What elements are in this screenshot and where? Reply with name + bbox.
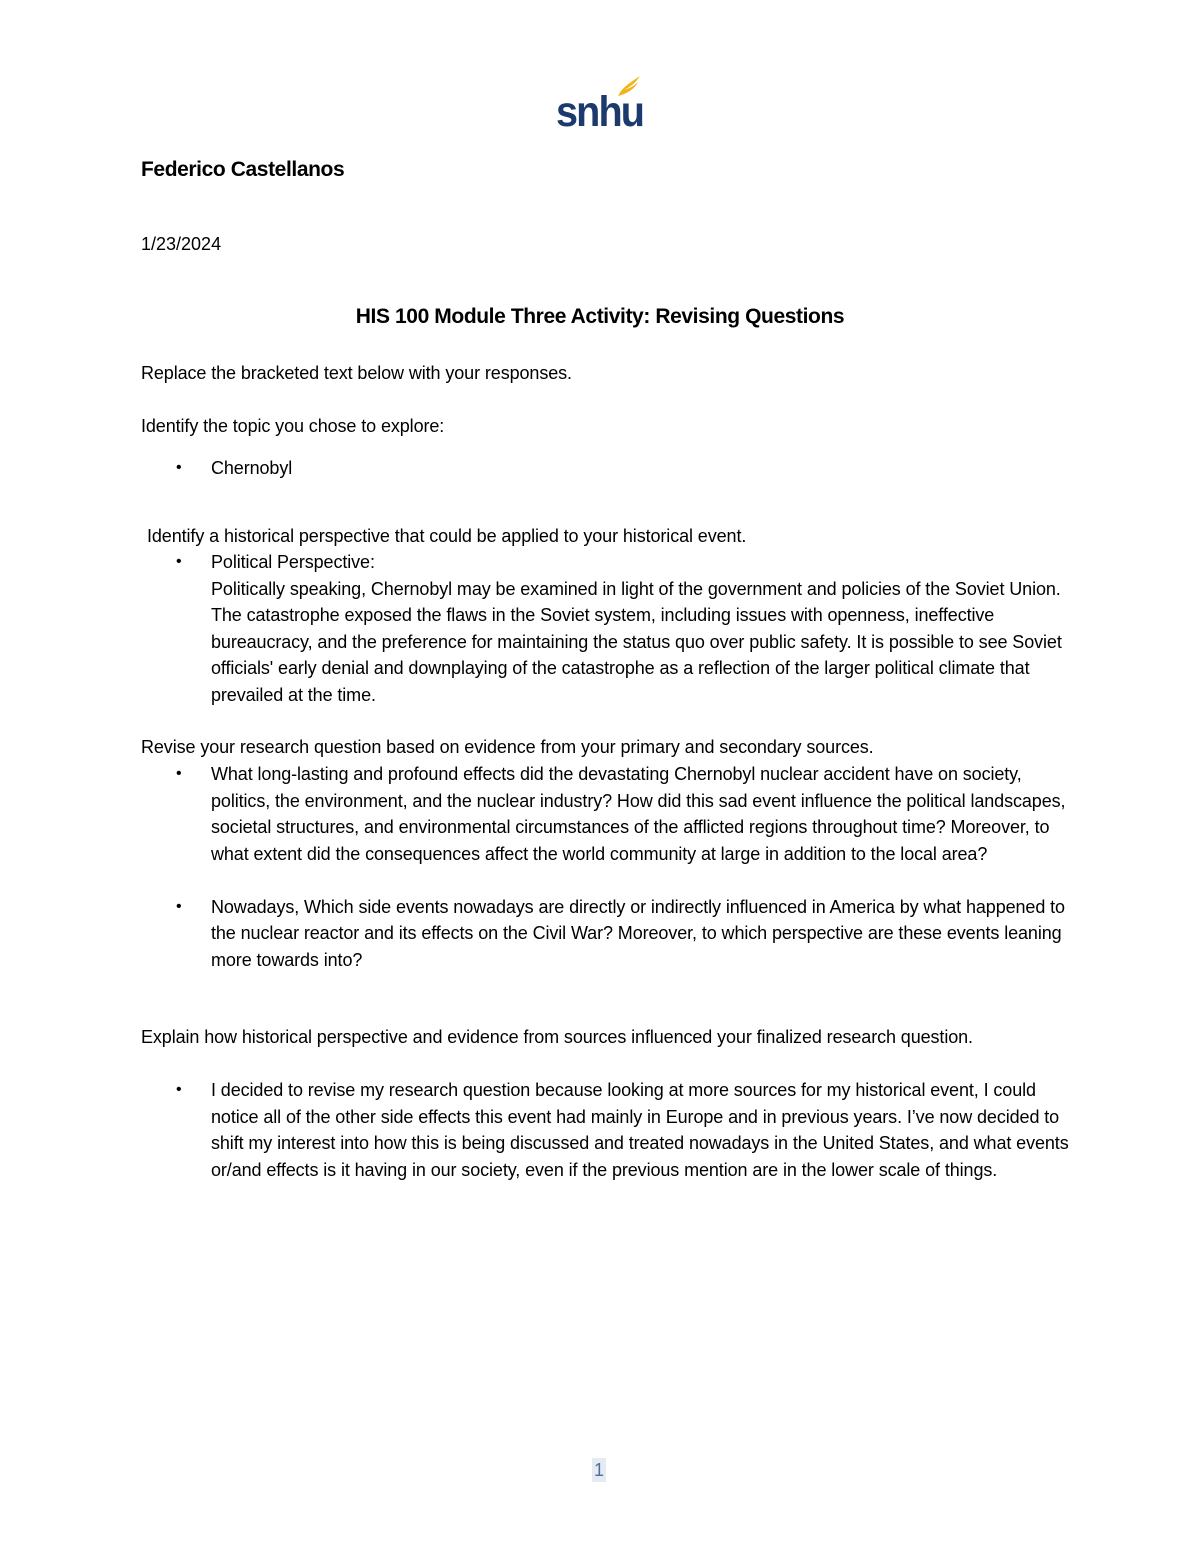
flame-icon (614, 74, 642, 98)
page-number: 1 (593, 1460, 604, 1480)
document-date: 1/23/2024 (141, 234, 222, 254)
revise-list (141, 761, 1071, 973)
bullet-icon: • (176, 765, 182, 782)
list-spacer (141, 867, 1071, 894)
revise-item-text: Nowadays, Which side events nowadays are directly or indirectly influenced in America by what happened to the nuclear reactor and its effects on the Civil War? Moreover, to which perspective are these events leaning more towards into? (211, 896, 1065, 970)
perspective-list (141, 549, 1071, 708)
list-item (141, 1077, 1071, 1183)
list-item (141, 549, 1071, 708)
list-item (141, 761, 1071, 867)
topic-list (141, 455, 1071, 482)
bullet-icon: • (176, 1081, 182, 1098)
bullet-icon: • (176, 553, 182, 570)
snhu-logo (556, 74, 644, 136)
bullet-icon: • (176, 459, 182, 476)
perspective-heading: Political Perspective: (211, 552, 375, 572)
list-item (141, 455, 1071, 482)
bullet-icon: • (176, 897, 182, 915)
document-title: HIS 100 Module Three Activity: Revising Questions (355, 305, 845, 328)
topic-prompt: Identify the topic you chose to explore: (141, 416, 445, 436)
topic-answer: Chernobyl (211, 458, 293, 478)
revise-prompt: Revise your research question based on evidence from your primary and secondary sources. (141, 737, 874, 757)
list-item (141, 894, 1071, 974)
explain-list (141, 1077, 1071, 1183)
logo-wordmark: snhu (556, 88, 644, 136)
explain-answer: I decided to revise my research question because looking at more sources for my historical event, I could notice all of the other side effects this event had mainly in Europe and in previous years. I’ve now decided to shift my interest into how this is being discussed and treated nowadays in the United States, and what events or/and effects is it having in our society, even if the previous mention are in the lower scale of things. (211, 1080, 1069, 1180)
revise-item-text: What long-lasting and profound effects did the devastating Chernobyl nuclear accident have on society, politics, the environment, and the nuclear industry? How did this sad event influence the political landscapes, societal structures, and environmental circumstances of the afflicted regions throughout time? Moreover, to what extent did the consequences affect the world community at large in addition to the local area? (211, 764, 1066, 864)
author-name: Federico Castellanos (141, 158, 345, 181)
perspective-body: Politically speaking, Chernobyl may be examined in light of the government and policies of the Soviet Union. The catastrophe exposed the flaws in the Soviet system, including issues with openness, ineffective bureaucracy, and the preference for maintaining the status quo over public safety. It is possible to see Soviet officials' early denial and downplaying of the catastrophe as a reflection of the larger political climate that prevailed at the time. (211, 578, 1062, 705)
instructions-text: Replace the bracketed text below with your responses. (141, 363, 572, 383)
perspective-prompt: Identify a historical perspective that could be applied to your historical event. (147, 526, 747, 546)
explain-prompt: Explain how historical perspective and evidence from sources influenced your finalized research question. (141, 1027, 973, 1047)
